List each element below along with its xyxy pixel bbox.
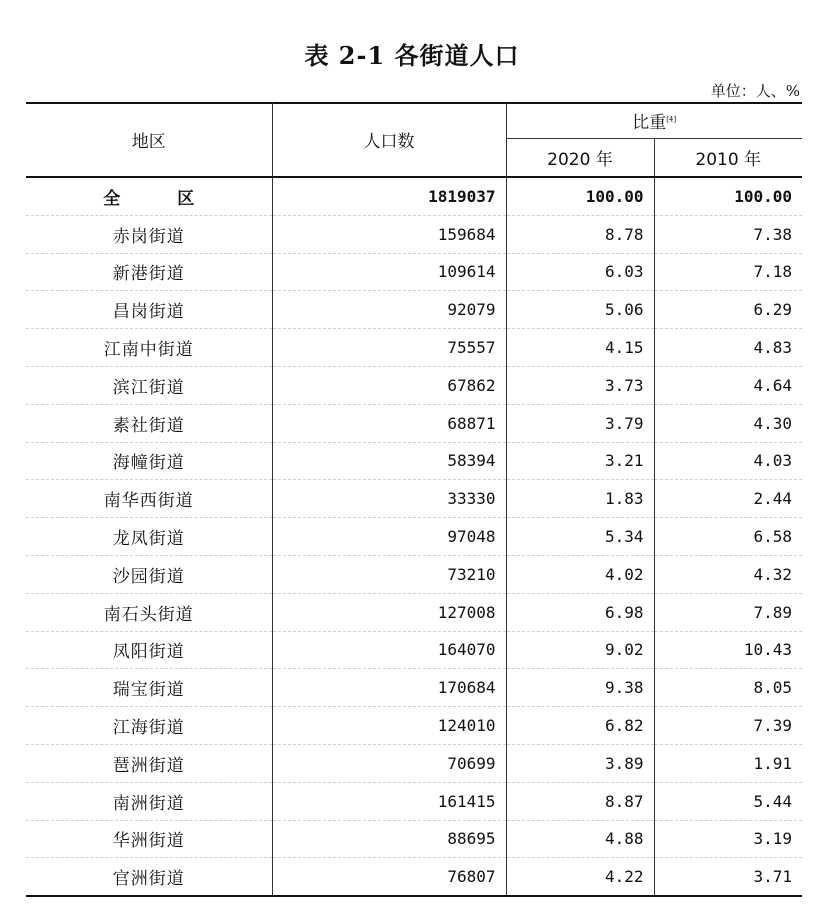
cell-population: 124010 [272, 707, 506, 745]
cell-share-2020: 8.87 [506, 782, 654, 820]
cell-share-2020: 3.89 [506, 744, 654, 782]
cell-share-2020: 8.78 [506, 215, 654, 253]
cell-share-2020: 4.15 [506, 329, 654, 367]
cell-area-name: 全 区 [26, 177, 272, 215]
table-row [26, 631, 802, 669]
cell-share-2020: 6.98 [506, 593, 654, 631]
cell-share-2010: 7.38 [654, 215, 802, 253]
cell-population: 92079 [272, 291, 506, 329]
cell-share-2020: 3.21 [506, 442, 654, 480]
cell-population: 67862 [272, 366, 506, 404]
cell-share-2020: 1.83 [506, 480, 654, 518]
table-row [26, 820, 802, 858]
cell-area-name: 凤阳街道 [26, 631, 272, 669]
cell-population: 76807 [272, 858, 506, 896]
cell-share-2010: 1.91 [654, 744, 802, 782]
cell-area-name: 江海街道 [26, 707, 272, 745]
cell-share-2010: 4.32 [654, 555, 802, 593]
cell-area-name: 新港街道 [26, 253, 272, 291]
cell-population: 109614 [272, 253, 506, 291]
cell-population: 161415 [272, 782, 506, 820]
cell-area-name: 滨江街道 [26, 366, 272, 404]
cell-share-2010: 6.58 [654, 518, 802, 556]
table-row [26, 442, 802, 480]
cell-area-name: 瑞宝街道 [26, 669, 272, 707]
cell-area-name: 琶洲街道 [26, 744, 272, 782]
table-row [26, 366, 802, 404]
cell-population: 58394 [272, 442, 506, 480]
cell-share-2020: 6.82 [506, 707, 654, 745]
cell-share-2010: 4.03 [654, 442, 802, 480]
cell-share-2020: 4.22 [506, 858, 654, 896]
cell-share-2010: 8.05 [654, 669, 802, 707]
cell-share-2010: 2.44 [654, 480, 802, 518]
cell-share-2010: 6.29 [654, 291, 802, 329]
cell-area-name: 江南中街道 [26, 329, 272, 367]
table-row [26, 480, 802, 518]
cell-area-name: 南洲街道 [26, 782, 272, 820]
cell-share-2020: 3.79 [506, 404, 654, 442]
cell-population: 75557 [272, 329, 506, 367]
header-area: 地区 [26, 103, 272, 177]
cell-share-2020: 3.73 [506, 366, 654, 404]
header-share-label: 比重 [632, 113, 667, 133]
cell-population: 33330 [272, 480, 506, 518]
table-row [26, 291, 802, 329]
table-row [26, 593, 802, 631]
cell-share-2020: 4.02 [506, 555, 654, 593]
cell-share-2010: 7.18 [654, 253, 802, 291]
cell-area-name: 昌岗街道 [26, 291, 272, 329]
cell-share-2020: 4.88 [506, 820, 654, 858]
cell-area-name: 龙凤街道 [26, 518, 272, 556]
table-row [26, 858, 802, 896]
table-row [26, 329, 802, 367]
table-row [26, 215, 802, 253]
cell-share-2010: 5.44 [654, 782, 802, 820]
table-row [26, 555, 802, 593]
header-share [506, 103, 802, 139]
cell-share-2010: 100.00 [654, 177, 802, 215]
cell-population: 127008 [272, 593, 506, 631]
table-row [26, 518, 802, 556]
cell-area-name: 沙园街道 [26, 555, 272, 593]
cell-share-2020: 5.34 [506, 518, 654, 556]
cell-area-name: 南华西街道 [26, 480, 272, 518]
cell-population: 88695 [272, 820, 506, 858]
table-row [26, 404, 802, 442]
table-row [26, 782, 802, 820]
table-row [26, 253, 802, 291]
cell-area-name: 赤岗街道 [26, 215, 272, 253]
cell-area-name: 官洲街道 [26, 858, 272, 896]
population-table [26, 103, 802, 897]
cell-population: 1819037 [272, 177, 506, 215]
cell-share-2010: 7.89 [654, 593, 802, 631]
cell-share-2020: 5.06 [506, 291, 654, 329]
cell-area-name: 南石头街道 [26, 593, 272, 631]
cell-share-2020: 6.03 [506, 253, 654, 291]
cell-area-name: 华洲街道 [26, 820, 272, 858]
cell-share-2010: 10.43 [654, 631, 802, 669]
cell-population: 164070 [272, 631, 506, 669]
cell-share-2010: 3.71 [654, 858, 802, 896]
header-year-2020: 2020 年 [506, 139, 654, 178]
cell-share-2020: 100.00 [506, 177, 654, 215]
table-row [26, 707, 802, 745]
cell-population: 170684 [272, 669, 506, 707]
cell-share-2010: 4.83 [654, 329, 802, 367]
total-row [26, 177, 802, 215]
cell-share-2010: 4.64 [654, 366, 802, 404]
cell-population: 159684 [272, 215, 506, 253]
cell-population: 68871 [272, 404, 506, 442]
table-row [26, 744, 802, 782]
share-footnote-marker: [4] [666, 115, 677, 124]
cell-population: 97048 [272, 518, 506, 556]
cell-area-name: 海幢街道 [26, 442, 272, 480]
cell-population: 70699 [272, 744, 506, 782]
header-year-2010: 2010 年 [654, 139, 802, 178]
cell-share-2020: 9.38 [506, 669, 654, 707]
cell-share-2010: 4.30 [654, 404, 802, 442]
cell-population: 73210 [272, 555, 506, 593]
unit-label: 单位：人、% [710, 82, 800, 100]
cell-share-2010: 7.39 [654, 707, 802, 745]
cell-share-2020: 9.02 [506, 631, 654, 669]
table-row [26, 669, 802, 707]
cell-share-2010: 3.19 [654, 820, 802, 858]
table-title: 表 2-1 各街道人口 [304, 41, 520, 70]
cell-area-name: 素社街道 [26, 404, 272, 442]
header-population: 人口数 [272, 103, 506, 177]
